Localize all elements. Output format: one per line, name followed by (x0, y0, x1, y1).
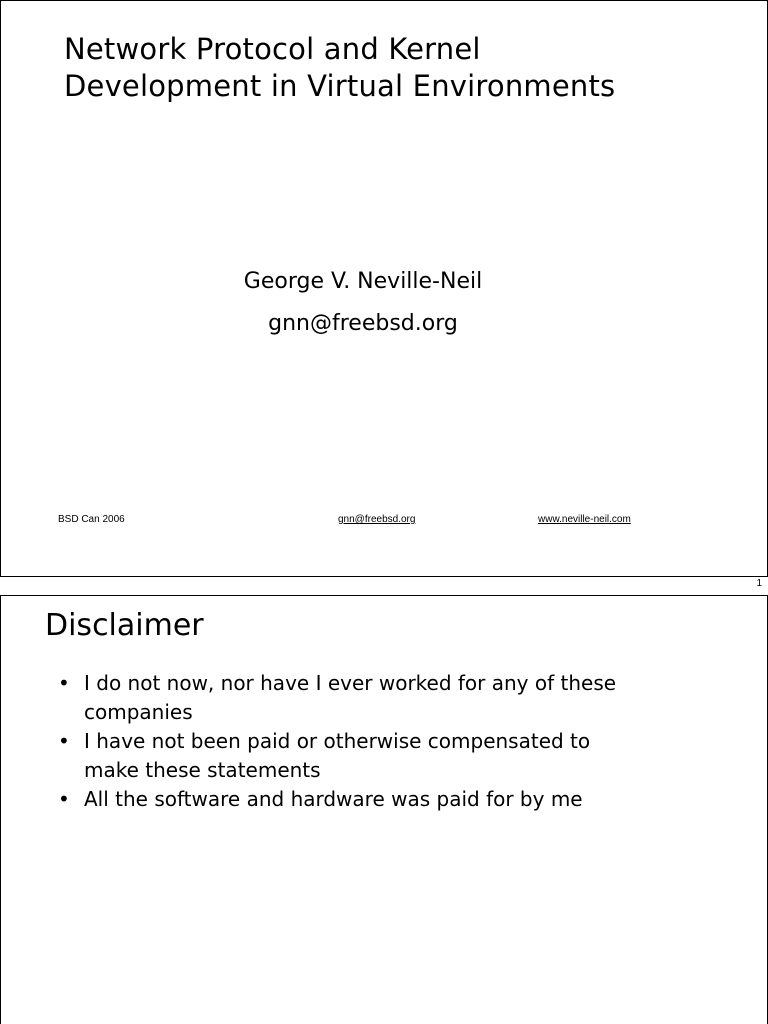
slide-title-line-1: Network Protocol and Kernel (64, 32, 481, 66)
bullet-text: All the software and hardware was paid for by me (84, 787, 583, 811)
slide-title (64, 31, 615, 105)
slide-title-line-2: Development in Virtual Environments (64, 69, 616, 103)
footer-email-link[interactable]: gnn@freebsd.org (338, 514, 416, 525)
bullet-text: I have not been paid or otherwise compensated to make these statements (84, 729, 591, 782)
bullet-list (56, 669, 624, 814)
bullet-item (56, 785, 624, 814)
slide-title: Disclaimer (45, 608, 204, 643)
bullet-item (56, 727, 624, 785)
bullet-marker: • (58, 787, 70, 811)
footer-website-link[interactable]: www.neville-neil.com (538, 514, 631, 525)
page-number: 1 (756, 578, 762, 589)
bullet-text: I do not now, nor have I ever worked for any of these companies (84, 671, 617, 724)
slide-2 (0, 595, 768, 1024)
author-name: George V. Neville-Neil (243, 269, 483, 294)
author-email: gnn@freebsd.org (268, 311, 458, 336)
bullet-marker: • (58, 671, 70, 695)
bullet-item (56, 669, 624, 727)
bullet-marker: • (58, 729, 70, 753)
footer-conference: BSD Can 2006 (58, 514, 125, 525)
